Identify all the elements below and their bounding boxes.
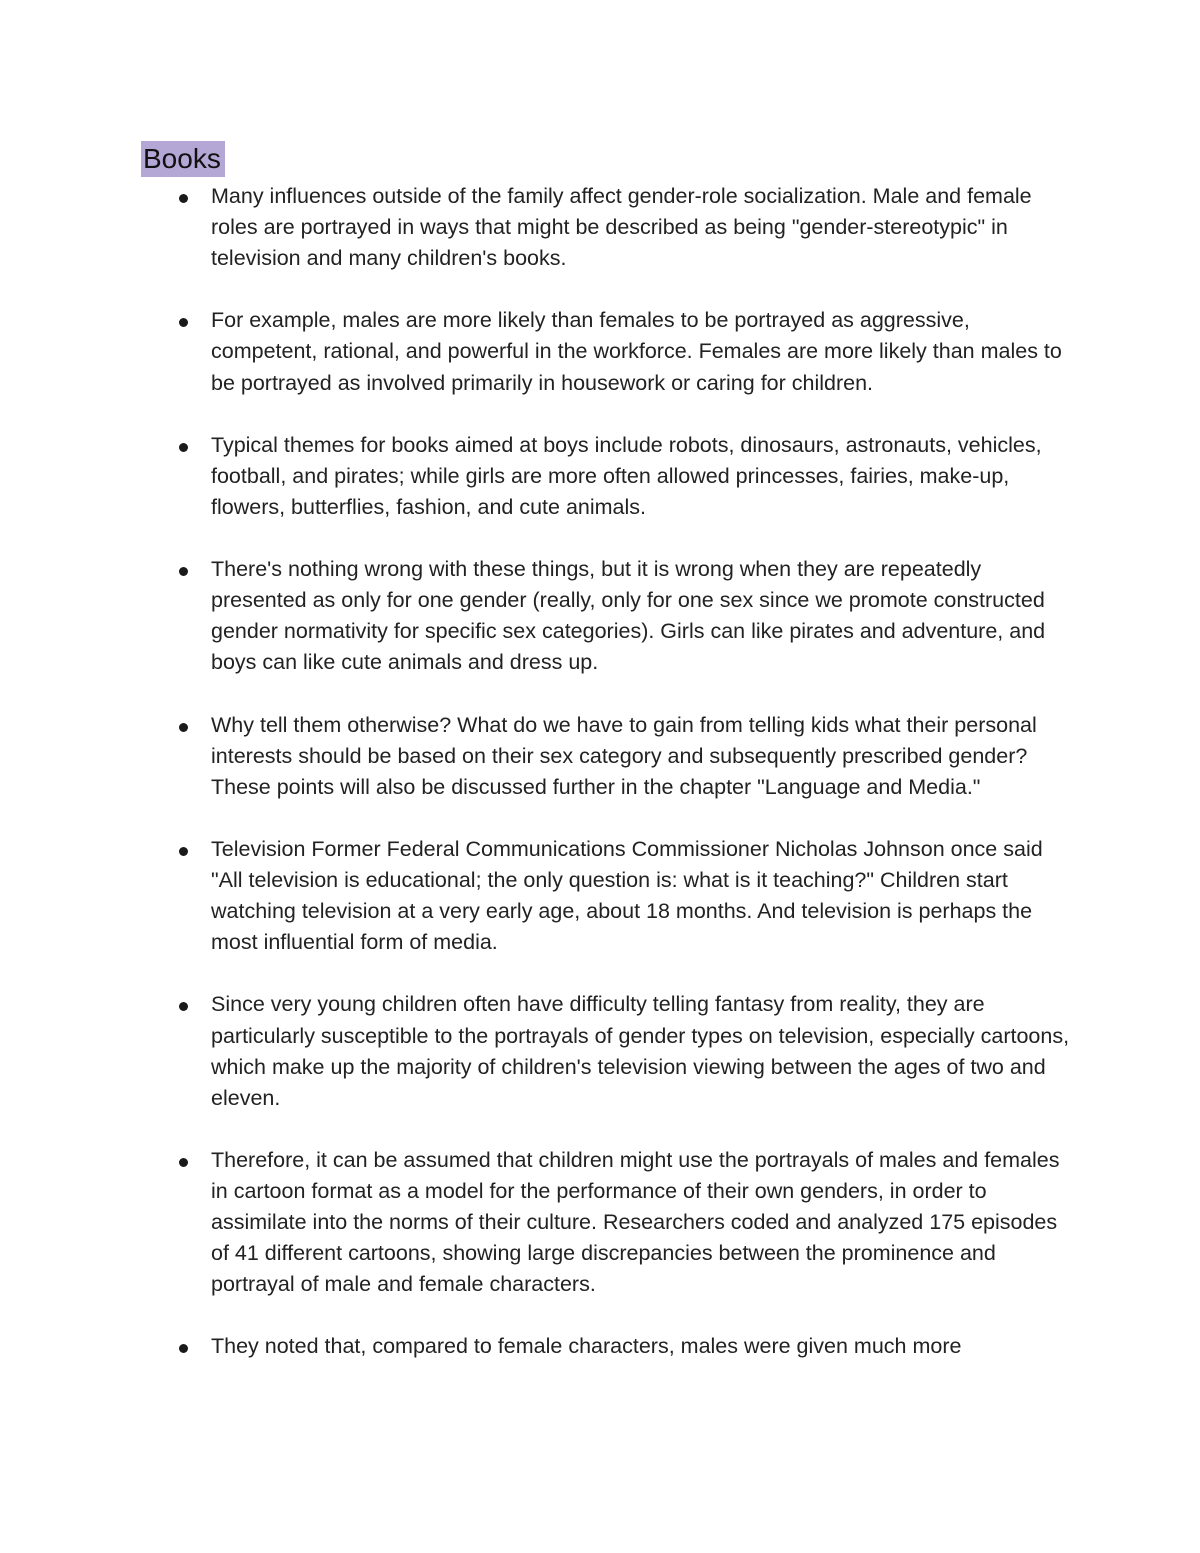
list-item-text: Therefore, it can be assumed that children might use the portrayals of males and females in cartoon format as a model for the performance of their own genders, in order to assimilate into the norms of their culture. Researchers coded and analyzed 175 episodes of 41 different cartoons, showing large discrepancies between the prominence and portrayal of male and female characters. — [211, 1147, 1060, 1297]
list-item — [0, 834, 1071, 958]
list-item — [0, 1145, 1071, 1300]
list-item-text: Television Former Federal Communications Commissioner Nicholas Johnson once said "All television is educational; the only question is: what is it teaching?" Children start watching television at a very early age, about 18 months. And television is perhaps the most influential form of media. — [211, 836, 1043, 955]
list-item-text: Since very young children often have difficulty telling fantasy from reality, they are particularly susceptible to the portrayals of gender types on television, especially cartoons, which make up the majority of children's television viewing between the ages of two and eleven. — [211, 992, 1070, 1110]
list-item — [0, 430, 1071, 523]
bullet-icon — [179, 723, 188, 732]
bullet-icon — [179, 318, 188, 327]
list-item-text: Why tell them otherwise? What do we have to gain from telling kids what their personal interests should be based on their sex category and subsequently prescribed gender? These points will also be discussed further in the chapter "Language and Media." — [211, 712, 1037, 799]
bullet-icon — [179, 1002, 188, 1011]
list-item — [0, 554, 1071, 678]
list-item-text: They noted that, compared to female characters, males were given much more — [211, 1334, 962, 1359]
list-item — [0, 989, 1071, 1113]
list-item — [0, 181, 1071, 274]
list-item — [0, 710, 1071, 803]
list-item-text: Many influences outside of the family affect gender-role socialization. Male and female roles are portrayed in ways that might be described as being "gender-stereotypic" in television and many children's books. — [211, 184, 1032, 271]
list-item — [0, 305, 1071, 398]
section-heading: Books — [141, 141, 225, 177]
bullet-icon — [179, 567, 188, 576]
bullet-icon — [179, 443, 188, 452]
list-item-text: There's nothing wrong with these things, but it is wrong when they are repeatedly presented as only for one gender (really, only for one sex since we promote constructed gender normativity for specific sex categories). Girls can like pirates and adventure, and boys can like cute animals and dress up. — [211, 557, 1046, 675]
bullet-icon — [179, 847, 188, 856]
bullet-icon — [179, 194, 188, 203]
bullet-icon — [179, 1344, 188, 1353]
list-item-text: For example, males are more likely than females to be portrayed as aggressive, competent, rational, and powerful in the workforce. Females are more likely than males to be portrayed as involved primarily in housework or caring for children. — [211, 308, 1062, 395]
list-item — [0, 1331, 1071, 1362]
bullet-list — [0, 181, 1200, 1394]
bullet-icon — [179, 1158, 188, 1167]
list-item-text: Typical themes for books aimed at boys include robots, dinosaurs, astronauts, vehicles, football, and pirates; while girls are more often allowed princesses, fairies, make-up, flowers, butterflies, fashion, and cute animals. — [211, 432, 1042, 519]
